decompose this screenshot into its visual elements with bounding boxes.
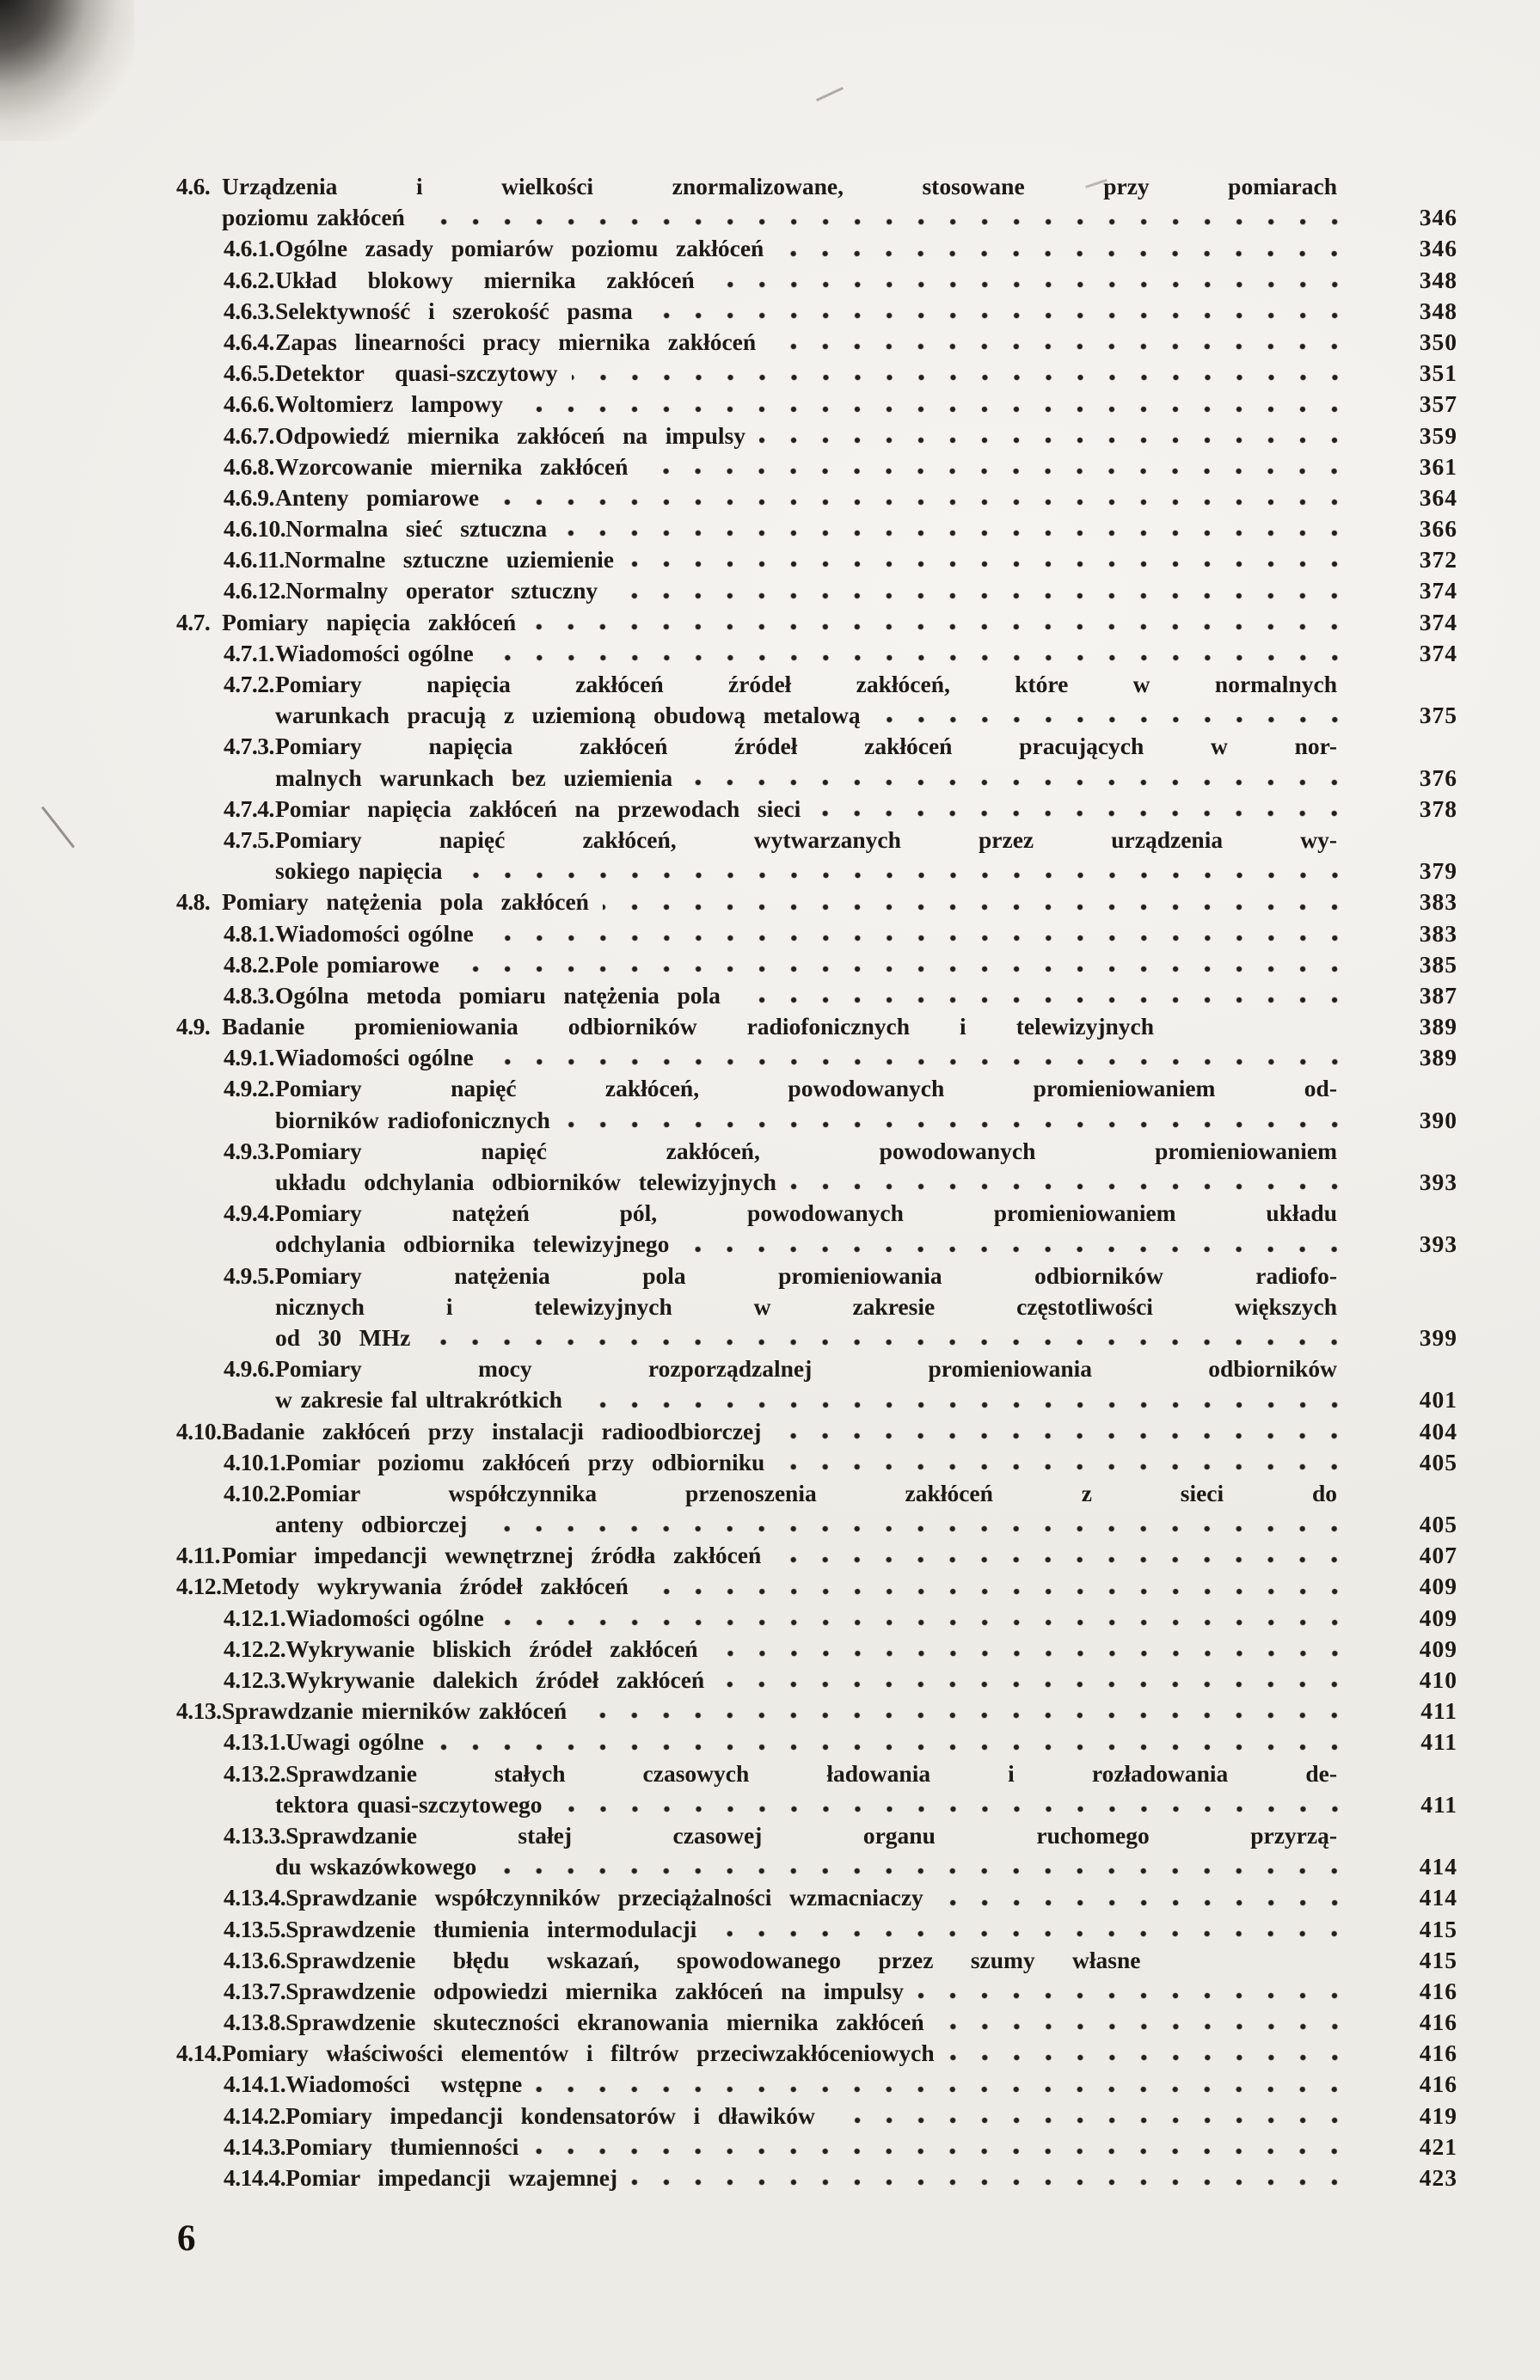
toc-entry-title: Detektor quasi-szczytowy [275,359,558,387]
dot-leader [488,1057,1363,1067]
toc-entry-title: Sprawdzenie błędu wskazań, spowodowanego przez szumy własne [285,1946,1141,1973]
dot-leader [603,902,1363,912]
toc-entry-title: Pomiary właściwości elementów i filtrów przeciwzakłóceniowych [222,2040,935,2067]
toc-row [176,451,1457,482]
toc-row [176,544,1457,575]
toc-entry-title: Odpowiedź miernika zakłóceń na impulsy [275,421,745,449]
toc-page-number: 389 [1419,1013,1458,1040]
dot-leader [814,808,1363,819]
toc-page-number: 409 [1419,1635,1457,1662]
toc-entry-title: Pomiary natężenia pola zakłóceń [222,888,589,916]
toc-page-number: 376 [1419,764,1457,791]
dot-leader [611,591,1363,601]
toc-page-number: 415 [1419,1946,1457,1973]
toc-entry-title: anteny odbiorczej [275,1511,468,1538]
dot-leader [438,1742,1363,1752]
toc-page-number: 405 [1419,1511,1457,1538]
toc-entry-title: poziomu zakłóceń [222,204,405,231]
toc-entry-title: Wiadomości ogólne [275,639,474,666]
toc-entry-number: 4.6.4. [224,328,274,355]
toc-row [176,2162,1457,2193]
dot-leader [642,1586,1363,1597]
toc-row [176,1198,1457,1229]
toc-entry-number: 4.9.5. [224,1261,274,1289]
toc-entry-number: 4.6.11. [224,546,285,574]
toc-entry-title: Pomiary mocy rozporządzalnej promieniowania odbiorników [275,1355,1337,1383]
toc-page-number: 372 [1419,546,1457,574]
dot-leader [778,1462,1363,1472]
toc-entry-number: 4.7.5. [224,825,274,853]
toc-entry-number: 4.14.4. [224,2164,286,2191]
scan-scratch-mark [41,806,75,848]
toc-entry-title: Pomiar współczynnika przenoszenia zakłóceń z sieci do [285,1479,1337,1506]
dot-leader [1169,1960,1363,1970]
toc-page-number: 393 [1419,1169,1457,1195]
toc-row [176,1727,1457,1757]
toc-page-number: 351 [1419,359,1457,387]
toc-page-number: 364 [1419,483,1457,511]
dot-leader [631,2177,1363,2187]
toc-entry-title: warunkach pracują z uziemioną obudową metalową [275,702,861,729]
toc-entry-number: 4.11. [176,1542,220,1569]
toc-entry-title: Pomiar impedancji wzajemnej [285,2164,618,2191]
dot-leader [709,279,1363,290]
toc-row [176,1291,1457,1322]
toc-page-number: 414 [1419,1884,1457,1911]
dot-leader [777,248,1363,259]
toc-row [176,669,1457,700]
toc-row [176,1261,1457,1291]
toc-entry-number: 4.6.8. [224,452,274,480]
dot-leader [576,1400,1363,1410]
dot-leader [453,964,1363,974]
toc-row [176,1665,1457,1696]
toc-page-number: 423 [1419,2164,1457,2191]
dot-leader [775,1555,1363,1565]
toc-row [176,1789,1457,1820]
dot-leader [734,995,1363,1005]
toc-entry-number: 4.13.4. [224,1884,286,1911]
toc-entry-title: Wiadomości wstępne [285,2070,523,2098]
toc-entry-number: 4.14. [176,2040,222,2067]
toc-entry-title: Badanie zakłóceń przy instalacji radioodbiorczej [222,1417,762,1445]
toc-entry-number: 4.9.2. [224,1075,274,1102]
toc-row [176,2038,1457,2069]
toc-entry-number: 4.14.3. [224,2132,286,2160]
toc-entry-number: 4.13.5. [224,1915,286,1942]
dot-leader [948,2052,1363,2063]
toc-page-number: 359 [1419,421,1457,449]
toc-entry-number: 4.6.1. [224,235,274,262]
dot-leader [490,1866,1363,1876]
toc-entry-title: Sprawdzanie stałej czasowej organu ruchomego przyrzą- [285,1821,1337,1849]
toc-row [176,1011,1457,1042]
dot-leader [1181,1026,1363,1036]
toc-page-number: 416 [1419,2040,1457,2067]
toc-entry-title: Woltomierz lampowy [275,390,504,418]
dot-leader [556,1804,1363,1814]
toc-entry-number: 4.6.12. [224,577,286,604]
toc-page-number: 419 [1419,2101,1457,2129]
toc-entry-title: Wiadomości ogólne [275,919,474,947]
toc-page-number: 411 [1420,1790,1457,1818]
toc-entry-number: 4.10.2. [224,1479,286,1506]
dot-leader [790,1181,1363,1192]
scan-corner-smudge [0,0,134,141]
toc-row [176,1167,1457,1198]
toc-row [176,296,1457,327]
dot-leader [710,1929,1363,1939]
toc-entry-title: Pomiary tłumienności [285,2132,519,2160]
toc-entry-title: Pomiary natężeń pól, powodowanych promieniowaniem układu [275,1199,1337,1227]
toc-entry-title: Selektywność i szerokość pasma [275,297,633,324]
toc-entry-title: Anteny pomiarowe [275,483,480,511]
toc-page-number: 407 [1419,1542,1457,1569]
toc-entry-title: Wzorcowanie miernika zakłóceń [275,452,629,480]
toc-page-number: 346 [1419,204,1457,231]
toc-entry-number: 4.7.1. [224,639,274,666]
toc-entry-title: Sprawdzanie mierników zakłóceń [222,1697,568,1725]
toc-page-number: 416 [1419,1977,1457,2004]
toc-row [176,1882,1457,1913]
dot-leader [517,404,1363,414]
toc-page-number: 387 [1419,981,1457,1009]
toc-entry-number: 4.13.3. [224,1821,286,1849]
toc-entry-title: Pomiary napięć zakłóceń, powodowanych promieniowaniem [275,1137,1337,1164]
dot-leader [874,715,1363,725]
toc-entry-number: 4.13.7. [224,1977,286,2004]
toc-row [176,980,1457,1011]
dot-leader [917,1990,1363,2001]
toc-row [176,482,1457,513]
toc-page-number: 409 [1419,1604,1457,1631]
dot-leader [641,466,1363,476]
toc-row [176,1571,1457,1602]
toc-page-number: 415 [1419,1915,1457,1942]
toc-entry-title: w zakresie fal ultrakrótkich [275,1386,562,1414]
toc-entry-title: Uwagi ogólne [285,1728,424,1756]
toc-page-number: 405 [1419,1448,1457,1475]
toc-entry-title: Pomiar poziomu zakłóceń przy odbiorniku [285,1448,765,1475]
toc-page-number: 374 [1419,577,1457,604]
scan-speck [816,87,844,101]
toc-row [176,856,1457,886]
dot-leader [457,870,1364,880]
toc-entry-title: Pomiary napięcia zakłóceń [222,608,517,635]
toc-entry-title: Sprawdzenie skuteczności ekranowania miernika zakłóceń [285,2009,924,2036]
toc-entry-title: sokiego napięcia [275,857,443,885]
toc-row [176,513,1457,544]
toc-row [176,1976,1457,2007]
toc-entry-title: tektora quasi-szczytowego [275,1790,543,1818]
toc-page-number: 414 [1419,1853,1457,1880]
toc-entry-title: malnych warunkach bez uziemienia [275,764,673,791]
toc-entry-title: odchylania odbiornika telewizyjnego [275,1230,670,1258]
toc-row [176,886,1457,917]
toc-page-number: 385 [1419,950,1457,978]
toc-page-number: 416 [1419,2070,1457,2098]
toc-entry-title: Pole pomiarowe [275,950,439,978]
toc-entry-number: 4.13.8. [224,2009,286,2036]
toc-row [176,825,1457,856]
toc-row [176,794,1457,825]
toc-entry-title: Urządzenia i wielkości znormalizowane, stosowane przy pomiarach [222,173,1337,199]
dot-leader [572,372,1363,383]
toc-page-number: 357 [1419,390,1457,418]
toc-row [176,638,1457,669]
toc-row [176,1322,1457,1353]
toc-row [176,233,1457,264]
toc-entry-number: 4.10.1. [224,1448,286,1475]
toc-entry-number: 4.14.1. [224,2070,286,2098]
toc-page-number: 401 [1419,1386,1457,1414]
toc-entry-title: Pomiary napięć zakłóceń, wytwarzanych przez urządzenia wy- [275,825,1337,853]
toc-entry-number: 4.9.6. [224,1355,274,1383]
toc-row [176,1416,1457,1447]
dot-leader [532,2146,1363,2156]
toc-page-number: 409 [1419,1573,1457,1600]
toc-entry-title: Pomiary impedancji kondensatorów i dławików [285,2101,815,2129]
toc-entry-number: 4.10. [176,1417,222,1445]
toc-row [176,1042,1457,1073]
toc-row [176,1384,1457,1415]
toc-row [176,1603,1457,1634]
toc-entry-number: 4.14.2. [224,2101,286,2129]
toc-entry-title: Pomiary napięcia zakłóceń źródeł zakłóceń, które w normalnych [275,671,1337,697]
toc-row [176,731,1457,762]
dot-leader [564,1119,1363,1130]
toc-entry-title: nicznych i telewizyjnych w zakresie częstotliwości większych [275,1292,1337,1320]
toc-entry-number: 4.6.10. [224,515,286,543]
dot-leader [530,622,1363,632]
toc-page-number: 350 [1419,328,1457,355]
toc-entry-title: Zapas linearności pracy miernika zakłóceń [275,328,757,355]
toc-page-number: 411 [1420,1697,1457,1725]
toc-row [176,763,1457,794]
toc-page-number: 374 [1419,639,1457,666]
toc-row [176,1696,1457,1727]
toc-entry-title: Pomiar impedancji wewnętrznej źródła zakłóceń [222,1542,762,1569]
toc-row [176,2069,1457,2100]
toc-row [176,2132,1457,2162]
toc-page-number: 421 [1419,2132,1457,2160]
toc-row [176,1478,1457,1509]
toc-row [176,2101,1457,2132]
toc-entry-title: Metody wykrywania źródeł zakłóceń [222,1573,629,1600]
toc-entry-number: 4.9.3. [224,1137,274,1164]
dot-leader [938,2021,1363,2032]
dot-leader [647,310,1363,321]
toc-row [176,607,1457,638]
toc-row [176,358,1457,389]
dot-leader [424,1337,1363,1347]
toc-entry-title: Badanie promieniowania odbiorników radiofonicznych i telewizyjnych [222,1013,1155,1040]
toc-row [176,265,1457,296]
dot-leader [686,777,1363,788]
toc-entry-title: Wiadomości ogólne [275,1044,474,1071]
toc-page-number: 348 [1419,297,1457,324]
dot-leader [419,217,1363,227]
toc-row [176,1851,1457,1882]
toc-entry-number: 4.13.2. [224,1759,286,1787]
toc-entry-number: 4.13. [176,1697,222,1725]
dot-leader [481,1524,1363,1534]
dot-leader [775,1431,1363,1441]
toc-page-number: 404 [1419,1417,1457,1445]
toc-row [176,1758,1457,1789]
dot-leader [829,2115,1363,2125]
toc-entry-title: Normalny operator sztuczny [285,577,598,604]
toc-row [176,171,1457,202]
toc-row [176,1540,1457,1571]
toc-row [176,1820,1457,1851]
toc-entry-number: 4.9.4. [224,1199,274,1227]
toc-page-number: 393 [1419,1230,1457,1258]
toc-row [176,1634,1457,1665]
toc-entry-title: biorników radiofonicznych [275,1106,550,1133]
toc-entry-number: 4.7. [176,608,211,635]
toc-entry-number: 4.6.7. [224,421,274,449]
toc-entry-title: Pomiary napięcia zakłóceń źródeł zakłóceń pracujących w nor- [275,733,1337,760]
toc-page-number: 411 [1420,1728,1457,1756]
dot-leader [759,435,1363,445]
toc-row [176,1105,1457,1136]
toc-entry-number: 4.9. [176,1013,211,1040]
toc-page-number: 348 [1419,266,1457,293]
toc-entry-title: Sprawdzenie tłumienia intermodulacji [285,1915,697,1942]
toc-page-number: 375 [1419,702,1457,729]
toc-entry-title: Wykrywanie dalekich źródeł zakłóceń [285,1666,705,1693]
toc-entry-title: Sprawdzanie współczynników przeciążalności wzmacniaczy [285,1884,923,1911]
toc-entry-number: 4.6.5. [224,359,274,387]
toc-page-number: 416 [1419,2009,1457,2036]
toc-row [176,1914,1457,1945]
toc-row [176,1509,1457,1540]
toc-page-number: 383 [1419,919,1457,947]
toc-entry-title: Sprawdzenie odpowiedzi miernika zakłóceń na impulsy [285,1977,904,2004]
toc-entry-title: Sprawdzanie stałych czasowych ładowania i rozładowania de- [285,1759,1337,1787]
toc-row [176,327,1457,358]
toc-page-number: 361 [1419,452,1457,480]
dot-leader [580,1710,1363,1721]
page-number-folio: 6 [177,2218,196,2259]
toc-entry-number: 4.9.1. [224,1044,274,1071]
toc-entry-number: 4.8.3. [224,981,274,1009]
toc-row [176,1447,1457,1478]
toc-entry-title: układu odchylania odbiorników telewizyjnych [275,1169,776,1195]
toc-entry-number: 4.13.6. [224,1946,286,1973]
toc-row [176,1353,1457,1384]
toc-entry-title: Normalne sztuczne uziemienie [284,546,614,574]
toc-row [176,949,1457,980]
toc-entry-number: 4.12.1. [224,1604,286,1631]
toc-entry-number: 4.6.2. [224,266,274,293]
toc-entry-number: 4.12. [176,1573,222,1600]
toc-row [176,1229,1457,1260]
toc-entry-number: 4.7.3. [224,733,274,760]
toc-row [176,1136,1457,1167]
dot-leader [488,933,1363,943]
toc-page-number: 389 [1419,1044,1457,1071]
toc-entry-title: Pomiary napięć zakłóceń, powodowanych promieniowaniem od- [275,1075,1337,1102]
toc-entry-number: 4.8. [176,888,211,916]
toc-entry-number: 4.6.6. [224,390,274,418]
toc-row [176,700,1457,731]
table-of-contents [176,171,1457,2193]
toc-entry-title: Wiadomości ogólne [285,1604,484,1631]
dot-leader [536,2084,1363,2095]
toc-row [176,918,1457,949]
toc-entry-number: 4.7.4. [224,794,274,822]
toc-entry-number: 4.6.3. [224,297,274,324]
toc-entry-number: 4.12.3. [224,1666,286,1693]
toc-entry-title: Normalna sieć sztuczna [285,515,548,543]
toc-page-number: 346 [1419,235,1457,262]
toc-entry-number: 4.8.2. [224,950,274,978]
toc-page-number: 379 [1419,857,1457,885]
toc-entry-title: Ogólna metoda pomiaru natężenia pola [275,981,721,1009]
toc-entry-number: 4.12.2. [224,1635,286,1662]
toc-entry-title: du wskazówkowego [275,1853,477,1880]
toc-row [176,389,1457,420]
toc-entry-title: Ogólne zasady pomiarów poziomu zakłóceń [275,235,764,262]
toc-page-number: 374 [1419,608,1457,635]
toc-row [176,420,1457,451]
toc-page-number: 366 [1419,515,1457,543]
toc-entry-number: 4.7.2. [224,671,274,697]
toc-entry-number: 4.6.9. [224,483,274,511]
toc-row [176,202,1457,233]
toc-page-number: 390 [1419,1106,1457,1133]
toc-page-number: 399 [1419,1323,1457,1351]
dot-leader [712,1648,1363,1659]
toc-entry-title: od 30 MHz [275,1323,411,1351]
toc-entry-title: Pomiar napięcia zakłóceń na przewodach sieci [275,794,801,822]
toc-entry-title: Pomiary natężenia pola promieniowania odbiorników radiofo- [275,1261,1337,1289]
toc-row [176,1073,1457,1104]
toc-entry-number: 4.13.1. [224,1728,286,1756]
dot-leader [770,341,1363,352]
toc-row [176,1945,1457,1976]
toc-row [176,2007,1457,2038]
dot-leader [937,1898,1363,1908]
toc-entry-number: 4.8.1. [224,919,274,947]
toc-page-number: 383 [1419,888,1457,916]
dot-leader [628,559,1363,569]
toc-row [176,575,1457,606]
dot-leader [498,1617,1363,1628]
toc-entry-title: Układ blokowy miernika zakłóceń [275,266,695,293]
dot-leader [718,1679,1363,1690]
toc-entry-number: 4.6. [176,173,211,199]
toc-page-number: 378 [1419,794,1457,822]
toc-page-number: 410 [1419,1666,1457,1693]
dot-leader [561,528,1363,538]
dot-leader [493,497,1363,507]
toc-entry-title: Wykrywanie bliskich źródeł zakłóceń [285,1635,698,1662]
dot-leader [488,653,1363,663]
dot-leader [683,1244,1363,1254]
